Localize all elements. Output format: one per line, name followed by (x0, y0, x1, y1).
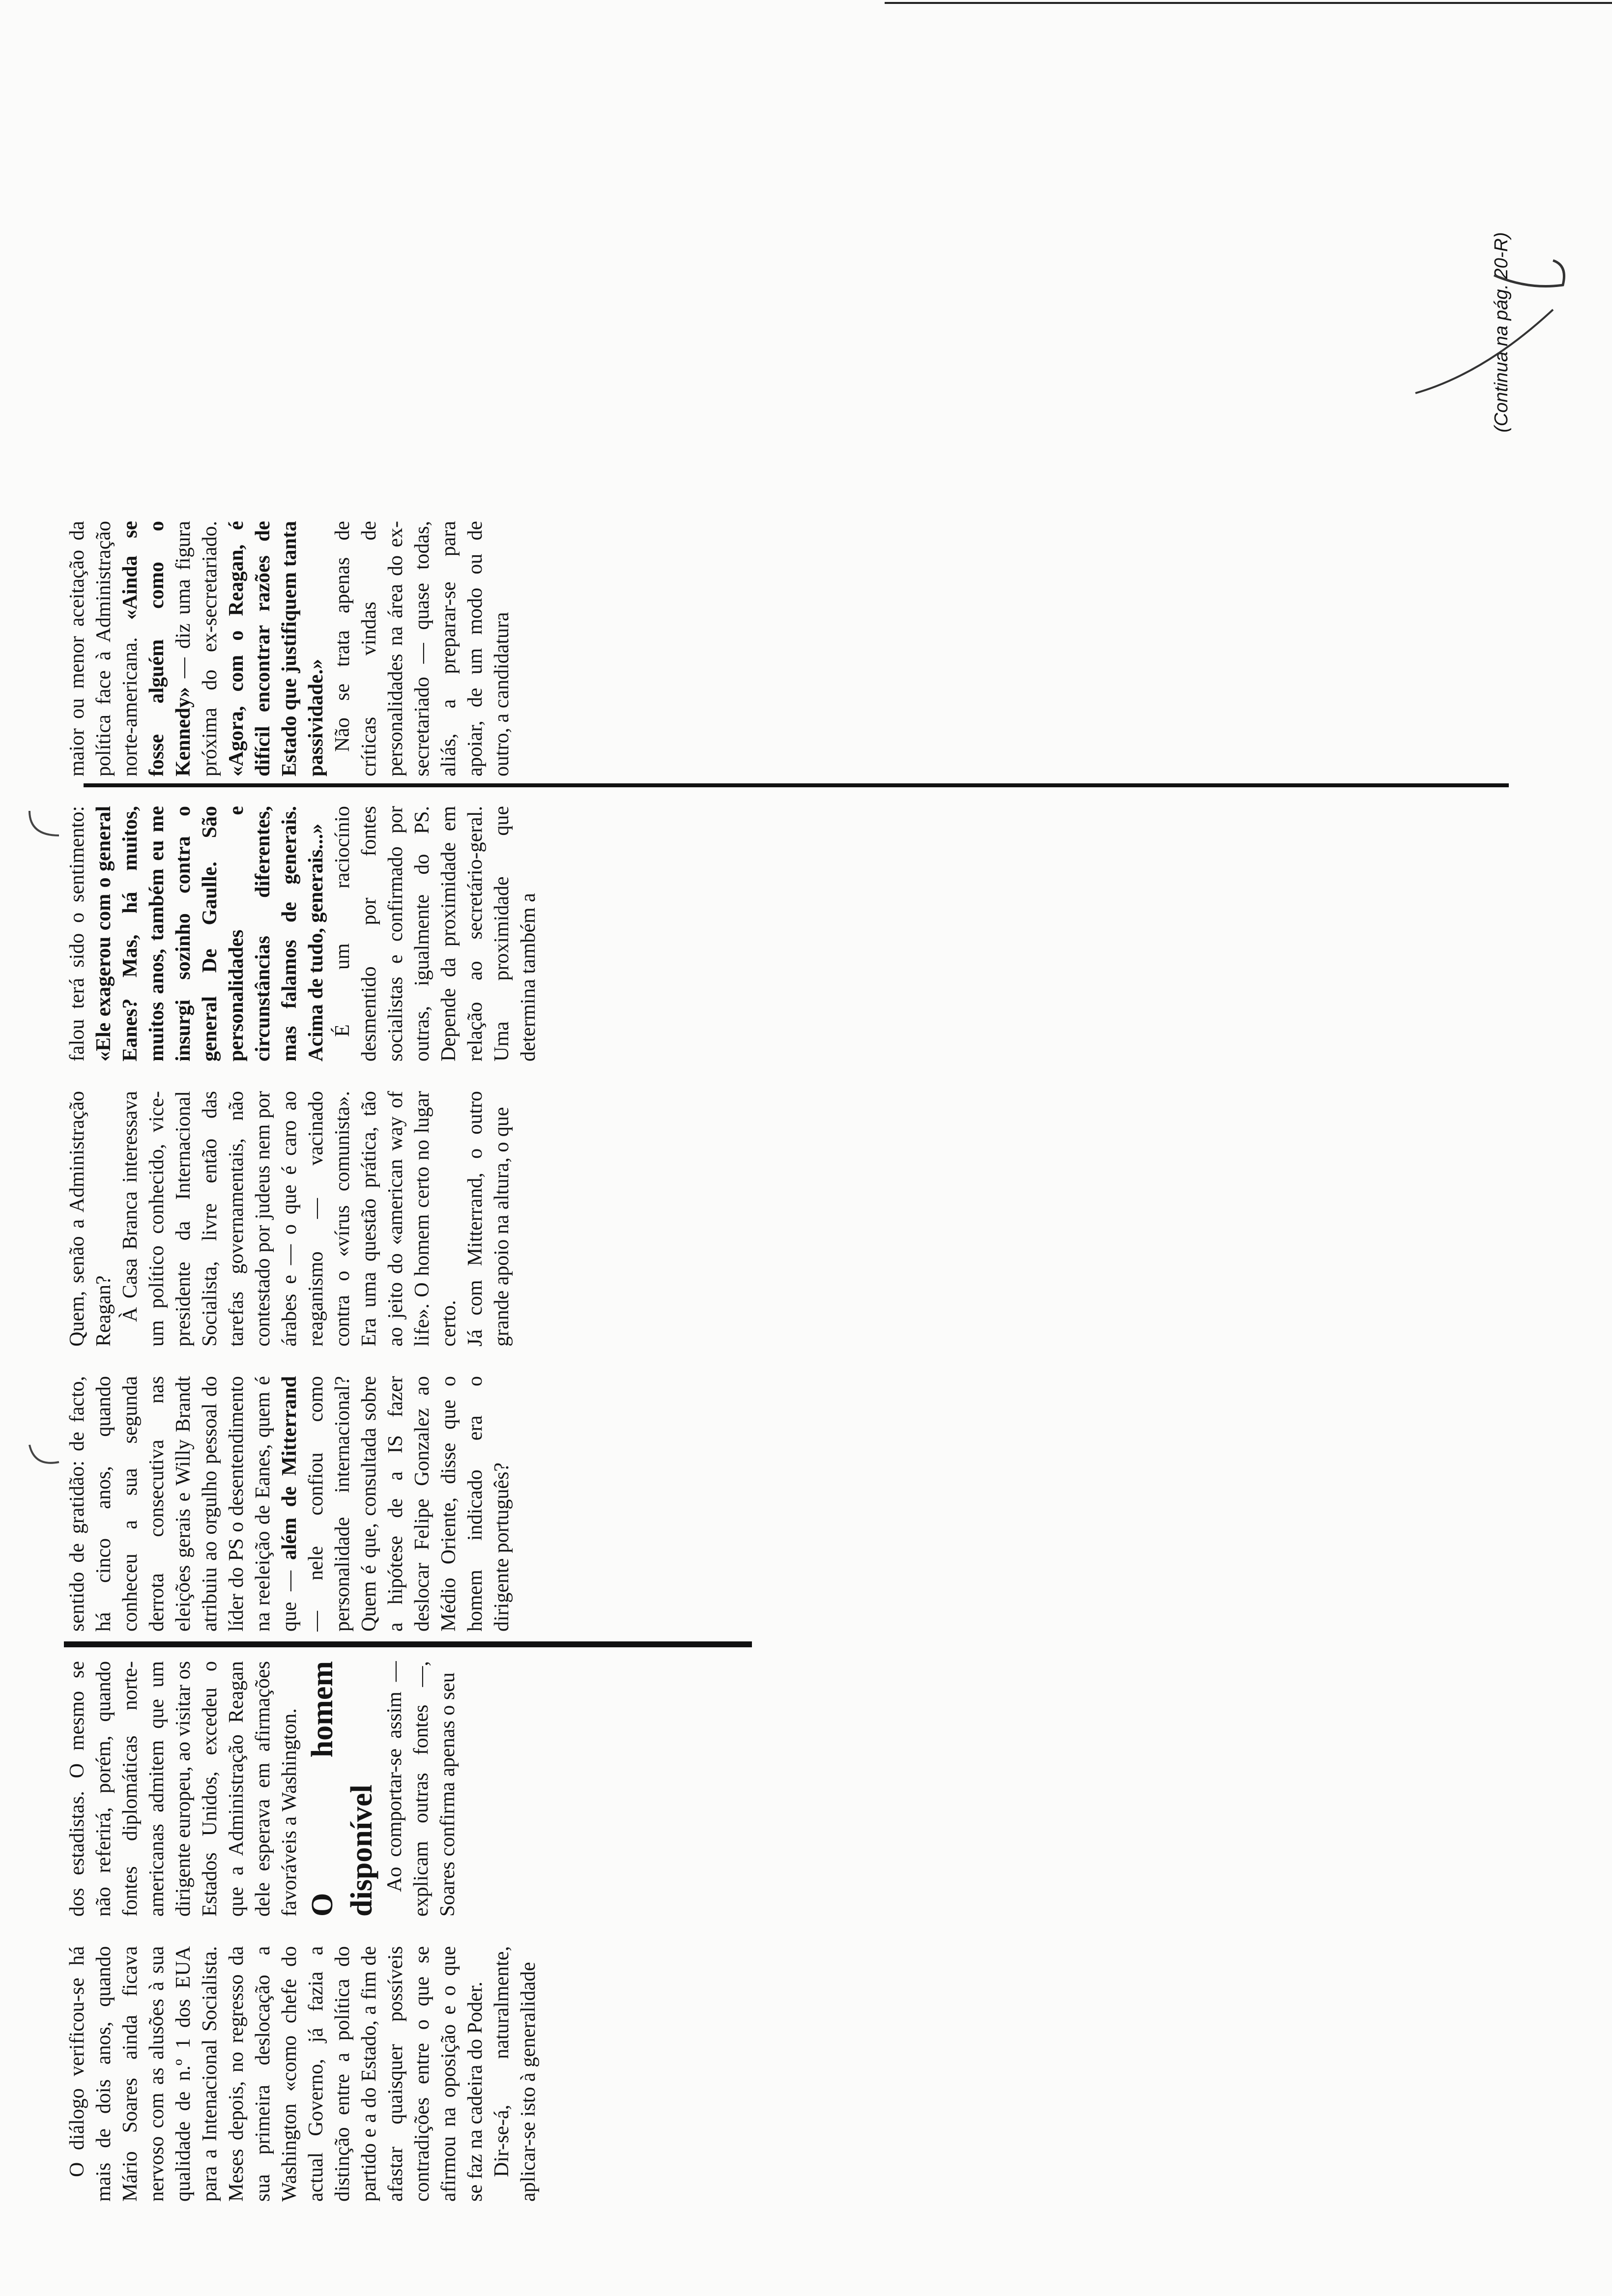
paragraph: Quem, senão a Administração Reagan? (66, 1091, 115, 1347)
article-column-4 (64, 1091, 1519, 1347)
article-column-2 (64, 1661, 1519, 1917)
paragraph: falou terá sido o sentimento: «Ele exagerou com o general Eanes? Mas, há muitos, muitos anos, também eu me insurgi sozinho contra o general De Gaulle. São personalidades e circunstâncias diferentes, mas falamos de generais. Acima de tudo, generais...» (66, 806, 327, 1062)
quote-emphasis: «Ele exagerou com o general Eanes? Mas, há muitos, muitos anos, também eu me insurgi sozinho contra o general De Gaulle. São personalidades e circunstâncias diferentes, mas falamos de generais. Acima de tudo, generais...» (92, 806, 327, 1062)
paragraph: O diálogo verificou-se há mais de dois anos, quando Mário Soares ainda ficava nervoso com as alusões à sua qualidade de n.º 1 dos EUA para a Intenacional Socialista. Meses depois, no regresso da sua primeira deslocação a Washington «como chefe do actual Governo, já fazia a distinção entre a política do partido e a do Estado, a fim de afastar quaisquer possíveis contradições entre o que se afirmou na oposição e o que se faz na cadeira do Poder. (66, 1946, 487, 2202)
scan-mark-icon (1406, 246, 1612, 403)
paragraph: sentido de gratidão: de facto, há cinco anos, quando conheceu a sua segunda derrota consecutiva nas eleições gerais e Willy Brandt atribuiu ao orgulho pessoal do líder do PS o desentendimento na reeleição de Eanes, quem é que — além de Mitterrand — nele confiou como personalidade internacional? Quem é que, consultada sobre a hipótese de a IS fazer deslocar Felipe Gonzalez ao Médio Oriente, disse que o homem indicado era o dirigente português? (66, 1376, 513, 1632)
paragraph: Já com Mitterrand, o outro grande apoio na altura, o que (464, 1091, 513, 1347)
article-column-1 (64, 1946, 1519, 2202)
article-column-6 (64, 521, 1519, 776)
column-rule (84, 783, 1509, 787)
section-subheading: O homem disponível (306, 1661, 378, 1917)
paragraph: Não se trata apenas de críticas vindas de personalidades na área do ex-secretariado — quase todas, aliás, a preparar-se para apoiar, de um modo ou de outro, a candidatura (331, 521, 513, 776)
article-body (44, 39, 1519, 2221)
column-rule (64, 1641, 752, 1647)
emphasis: além de Mitterrand (278, 1376, 301, 1560)
article-column-3 (64, 1376, 1519, 1632)
paragraph: Dir-se-á, naturalmente, aplicar-se isto à generalidade (490, 1946, 540, 2202)
paragraph: dos estadistas. O mesmo se não referirá, porém, quando fontes diplomáticas norte-americanas admitem que um dirigente europeu, ao visitar os Estados Unidos, excedeu o que a Administração Reagan dele esperava em afirmações favoráveis a Washington. (66, 1661, 301, 1917)
paragraph: Ao comportar-se assim — explicam outras fontes —, Soares confirma apenas o seu (383, 1661, 459, 1917)
article-column-5 (64, 806, 1519, 1062)
scan-mark-icon (885, 0, 1612, 10)
paragraph: É um raciocínio desmentido por fontes socialistas e confirmado por outras, igualmente do PS. Depende da proximidade em relação ao secretário-geral. Uma proximidade que determina também a (331, 806, 540, 1062)
scan-mark-icon (20, 806, 69, 845)
quote-emphasis: «Ainda se fosse alguém como o Kennedy» (119, 521, 195, 776)
newspaper-clipping (44, 20, 1519, 2290)
quote-emphasis: «Agora, com o Reagan, é difícil encontrar razões de Estado que justifiquem tanta passividade.» (225, 521, 327, 776)
paragraph: À Casa Branca interessava um político conhecido, vice-presidente da Internacional Socialista, livre então das tarefas governamentais, não contestado por judeus nem por árabes e — o que é caro ao reaganismo — vacinado contra o «vírus comunista». Era uma questão prática, tão ao jeito do «american way of life». O homem certo no lugar certo. (119, 1091, 460, 1347)
continuation-note: (Continua na pág. 20-R) (1491, 232, 1512, 432)
scan-mark-icon (20, 1440, 69, 1479)
paragraph: maior ou menor aceitação da política face à Administração norte-americana. «Ainda se fosse alguém como o Kennedy» — diz uma figura próxima do ex-secretariado. «Agora, com o Reagan, é difícil encontrar razões de Estado que justifiquem tanta passividade.» (66, 521, 327, 776)
